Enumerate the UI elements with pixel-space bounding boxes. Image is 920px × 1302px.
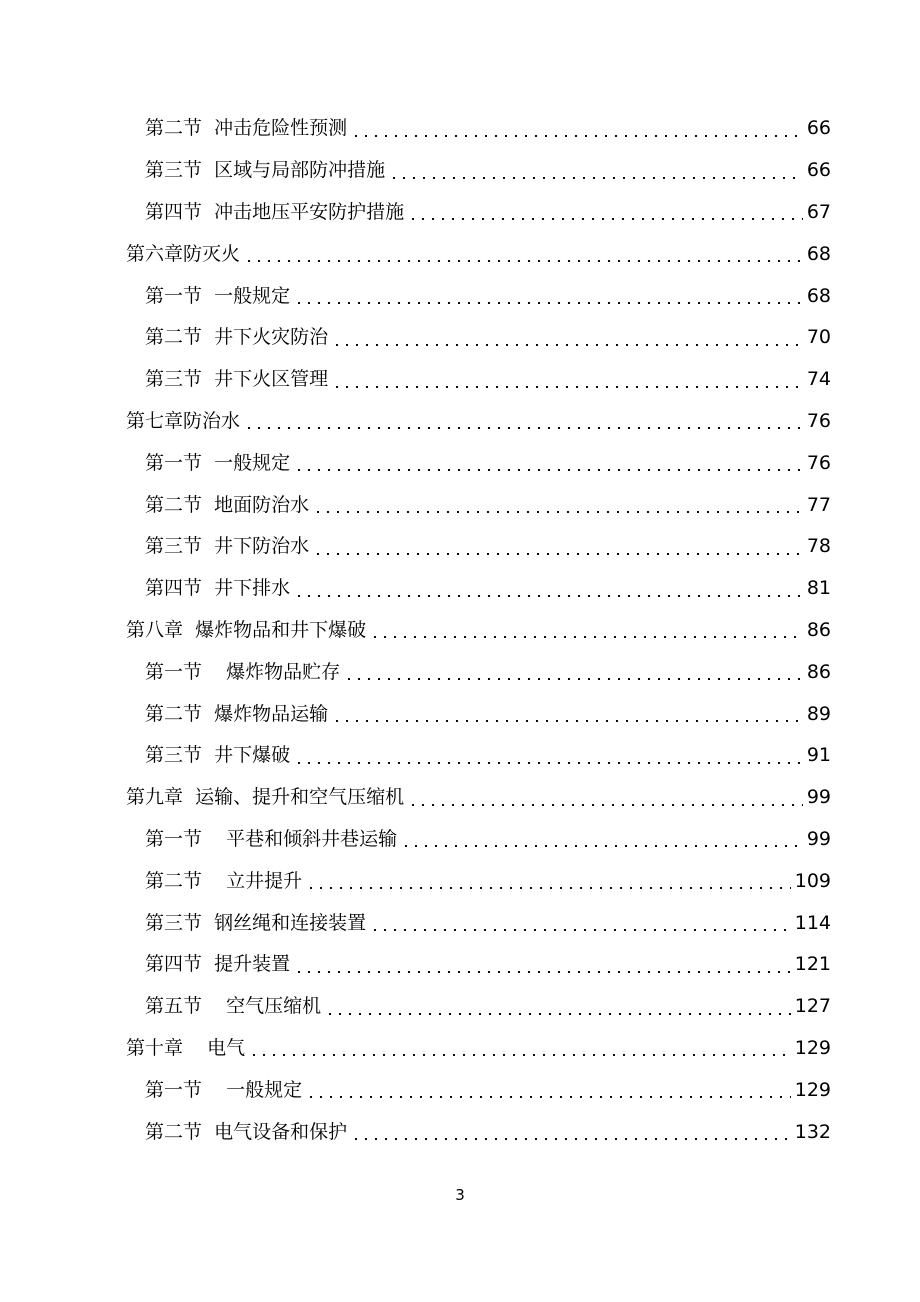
toc-entry[interactable] [0, 944, 920, 986]
toc-entry[interactable] [0, 192, 920, 234]
toc-entry[interactable] [0, 777, 920, 819]
dot-leader [351, 135, 803, 137]
toc-entry[interactable] [0, 1028, 920, 1070]
toc-entry[interactable] [0, 526, 920, 568]
toc-entry-title: 第二节 地面防治水 [145, 493, 310, 516]
toc-page-number: 86 [806, 660, 831, 683]
toc-entry-title: 第八章 爆炸物品和井下爆破 [126, 618, 367, 641]
dot-leader [306, 1096, 791, 1098]
toc-entry[interactable] [0, 819, 920, 861]
dot-leader [389, 177, 803, 179]
toc-page-number: 132 [794, 1120, 831, 1143]
toc-entry-title: 第二节 冲击危险性预测 [145, 117, 348, 140]
toc-entry[interactable] [0, 1069, 920, 1111]
dot-leader [408, 218, 803, 220]
toc-entry-title: 第一节 一般规定 [145, 1078, 303, 1101]
dot-leader [294, 971, 791, 973]
toc-entry-title: 第九章 运输、提升和空气压缩机 [126, 786, 405, 809]
toc-page-number: 129 [794, 1078, 831, 1101]
toc-entry-title: 第一节 一般规定 [145, 451, 291, 474]
toc-entry-title: 第三节 井下爆破 [145, 744, 291, 767]
toc-entry[interactable] [0, 902, 920, 944]
toc-entry-title: 第四节 提升装置 [145, 953, 291, 976]
toc-entry-title: 第二节 爆炸物品运输 [145, 702, 329, 725]
dot-leader [401, 845, 803, 847]
toc-entry-title: 第二节 电气设备和保护 [145, 1120, 348, 1143]
toc-entry-title: 第六章防灭火 [126, 242, 241, 265]
dot-leader [249, 1054, 791, 1056]
toc-entry[interactable] [0, 359, 920, 401]
toc-page-number: 129 [794, 1036, 831, 1059]
toc-page-number: 66 [806, 159, 831, 182]
dot-leader [313, 511, 803, 513]
toc-page-number: 76 [806, 409, 831, 432]
toc-entry[interactable] [0, 401, 920, 443]
toc-entry-title: 第二节 立井提升 [145, 869, 303, 892]
toc-page-number: 121 [794, 953, 831, 976]
dot-leader [332, 344, 803, 346]
toc-entry-title: 第三节 井下防治水 [145, 535, 310, 558]
toc-page-number: 74 [806, 368, 831, 391]
toc-entry-title: 第一节 爆炸物品贮存 [145, 660, 341, 683]
toc-entry[interactable] [0, 693, 920, 735]
toc-entry-title: 第四节 井下排水 [145, 577, 291, 600]
toc-page-number: 81 [806, 577, 831, 600]
dot-leader [370, 636, 803, 638]
toc-page-number: 68 [806, 242, 831, 265]
toc-page-number: 86 [806, 618, 831, 641]
toc-entry[interactable] [0, 651, 920, 693]
toc-entry-title: 第三节 井下火区管理 [145, 368, 329, 391]
toc-entry[interactable] [0, 735, 920, 777]
toc-entry-title: 第四节 冲击地压平安防护措施 [145, 200, 405, 223]
toc-page-number: 89 [806, 702, 831, 725]
toc-entry-title: 第三节 钢丝绳和连接装置 [145, 911, 367, 934]
toc-entry[interactable] [0, 317, 920, 359]
toc-entry[interactable] [0, 442, 920, 484]
dot-leader [313, 553, 803, 555]
toc-page-number: 78 [806, 535, 831, 558]
toc-entry[interactable] [0, 484, 920, 526]
toc-entry-title: 第二节 井下火灾防治 [145, 326, 329, 349]
toc-entry[interactable] [0, 986, 920, 1028]
toc-page-number: 67 [806, 200, 831, 223]
dot-leader [408, 804, 803, 806]
toc-page-number: 77 [806, 493, 831, 516]
dot-leader [351, 1138, 791, 1140]
toc-page-number: 114 [794, 911, 831, 934]
toc-page-number: 66 [806, 117, 831, 140]
toc-entry[interactable] [0, 108, 920, 150]
toc-entry-title: 第三节 区域与局部防冲措施 [145, 159, 386, 182]
toc-page-number: 70 [806, 326, 831, 349]
toc-entry-title: 第五节 空气压缩机 [145, 995, 322, 1018]
toc-page-number: 68 [806, 284, 831, 307]
dot-leader [294, 595, 803, 597]
dot-leader [332, 386, 803, 388]
dot-leader [294, 762, 803, 764]
toc-entry[interactable] [0, 860, 920, 902]
toc-page-number: 99 [806, 827, 831, 850]
toc-page-number: 99 [806, 786, 831, 809]
table-of-contents [0, 108, 920, 1153]
toc-entry-title: 第七章防治水 [126, 409, 241, 432]
toc-entry[interactable] [0, 1111, 920, 1153]
dot-leader [325, 1013, 791, 1015]
dot-leader [332, 720, 803, 722]
toc-entry[interactable] [0, 610, 920, 652]
dot-leader [294, 469, 803, 471]
toc-entry[interactable] [0, 233, 920, 275]
dot-leader [306, 887, 791, 889]
toc-page-number: 76 [806, 451, 831, 474]
dot-leader [244, 427, 803, 429]
toc-entry[interactable] [0, 275, 920, 317]
toc-entry-title: 第一节 一般规定 [145, 284, 291, 307]
page-number-footer: 3 [455, 1186, 465, 1204]
toc-page-number: 127 [794, 995, 831, 1018]
toc-entry-title: 第十章 电气 [126, 1036, 246, 1059]
toc-entry[interactable] [0, 150, 920, 192]
dot-leader [294, 302, 803, 304]
dot-leader [344, 678, 803, 680]
toc-page-number: 91 [806, 744, 831, 767]
toc-page-number: 109 [794, 869, 831, 892]
toc-entry[interactable] [0, 568, 920, 610]
dot-leader [370, 929, 791, 931]
toc-entry-title: 第一节 平巷和倾斜井巷运输 [145, 827, 398, 850]
dot-leader [244, 260, 803, 262]
